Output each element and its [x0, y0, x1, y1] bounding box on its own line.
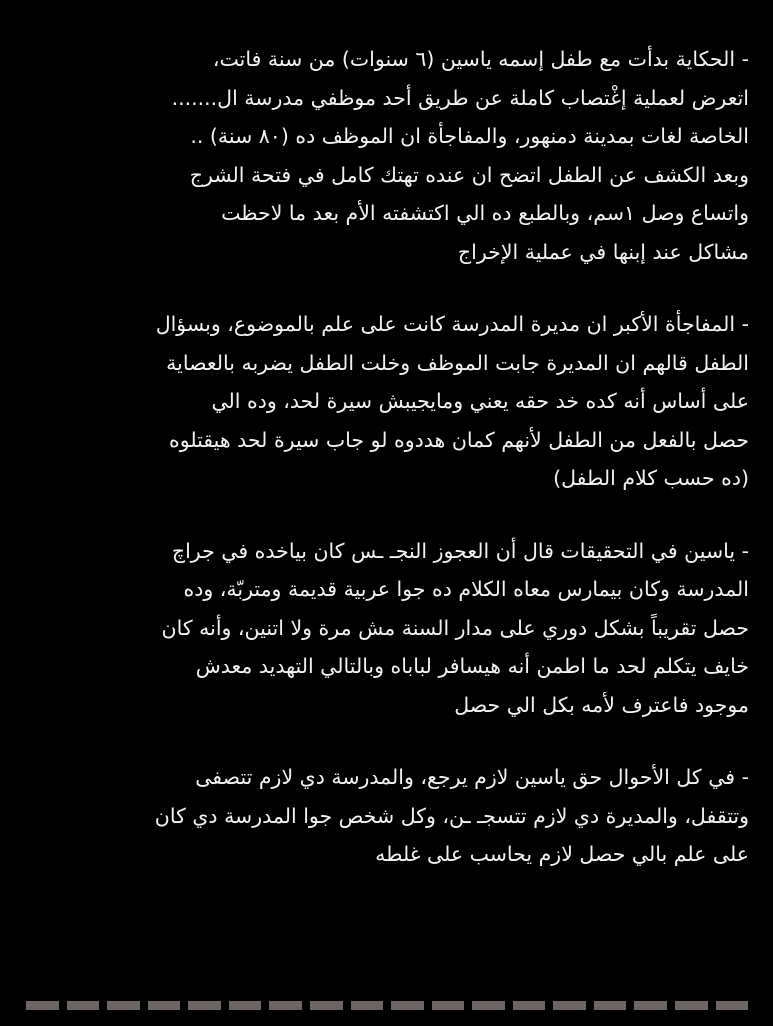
divider-dash — [432, 1001, 465, 1010]
divider-dash — [148, 1001, 181, 1010]
text-line: - الحكاية بدأت مع طفل إسمه ياسين (٦ سنوات) من سنة فاتت، — [212, 47, 749, 71]
post-body — [22, 40, 749, 908]
divider-dash — [594, 1001, 627, 1010]
divider-dash — [351, 1001, 384, 1010]
text-line: على علم بالي حصل لازم يحاسب على غلطه — [375, 842, 749, 866]
text-line: المدرسة وكان بيمارس معاه الكلام ده جوا عربية قديمة ومتربّة، وده — [183, 577, 749, 601]
divider-dash — [391, 1001, 424, 1010]
text-line: حصل تقريباً بشكل دوري على مدار السنة مش مرة ولا اتنين، وأنه كان — [161, 615, 749, 640]
divider-dash — [716, 1001, 749, 1010]
divider-dash — [26, 1001, 59, 1010]
divider-dash — [229, 1001, 262, 1010]
divider-dash — [107, 1001, 140, 1010]
text-line: - ياسين في التحقيقات قال أن العجوز النجـ ـس كان بياخده في جراچ — [171, 538, 749, 563]
paragraph-1 — [22, 40, 749, 271]
paragraph-4 — [22, 758, 749, 874]
text-line: مشاكل عند إبنها في عملية الإخراج — [457, 239, 749, 264]
text-line: على أساس أنه كده خد حقه يعني ومايجيبش سيرة لحد، وده الي — [211, 389, 749, 413]
text-line: حصل بالفعل من الطفل لأنهم كمان هددوه لو جاب سيرة لحد هيقتلوه — [169, 427, 749, 452]
text-line: وتتقفل، والمديرة دي لازم تتسجـ ـن، وكل شخص جوا المدرسة دي كان — [154, 803, 749, 828]
text-line: اتعرض لعملية إغْتصاب كاملة عن طريق أحد موظفي مدرسة ال....... — [171, 85, 749, 110]
text-line: وبعد الكشف عن الطفل اتضح ان عنده تهتك كامل في فتحة الشرج — [189, 162, 749, 187]
divider-dash — [513, 1001, 546, 1010]
text-line: (ده حسب كلام الطفل) — [553, 466, 749, 490]
paragraph-2 — [22, 305, 749, 498]
text-line: - في كل الأحوال حق ياسين لازم يرجع، والمدرسة دي لازم تتصفى — [195, 765, 749, 789]
divider-dash — [310, 1001, 343, 1010]
divider-dash — [269, 1001, 302, 1010]
divider-dash — [188, 1001, 221, 1010]
paragraph-3 — [22, 532, 749, 725]
dashed-divider — [26, 1001, 748, 1010]
text-line: واتساع وصل ١سم، وبالطبع ده الي اكتشفته الأم بعد ما لاحظت — [221, 201, 749, 225]
divider-dash — [67, 1001, 100, 1010]
divider-dash — [634, 1001, 667, 1010]
divider-dash — [553, 1001, 586, 1010]
text-line: الطفل قالهم ان المديرة جابت الموظف وخلت الطفل يضربه بالعصاية — [166, 350, 749, 375]
text-line: خايف يتكلم لحد ما اطمن أنه هيسافر لباباه وبالتالي التهديد معدش — [195, 654, 749, 678]
text-line: - المفاجأة الأكبر ان مديرة المدرسة كانت على علم بالموضوع، وبسؤال — [155, 312, 749, 336]
divider-dash — [675, 1001, 708, 1010]
text-line: الخاصة لغات بمدينة دمنهور، والمفاجأة ان الموظف ده (٨٠ سنة) .. — [190, 124, 749, 148]
divider-dash — [472, 1001, 505, 1010]
text-line: موجود فاعترف لأمه بكل الي حصل — [454, 692, 749, 717]
